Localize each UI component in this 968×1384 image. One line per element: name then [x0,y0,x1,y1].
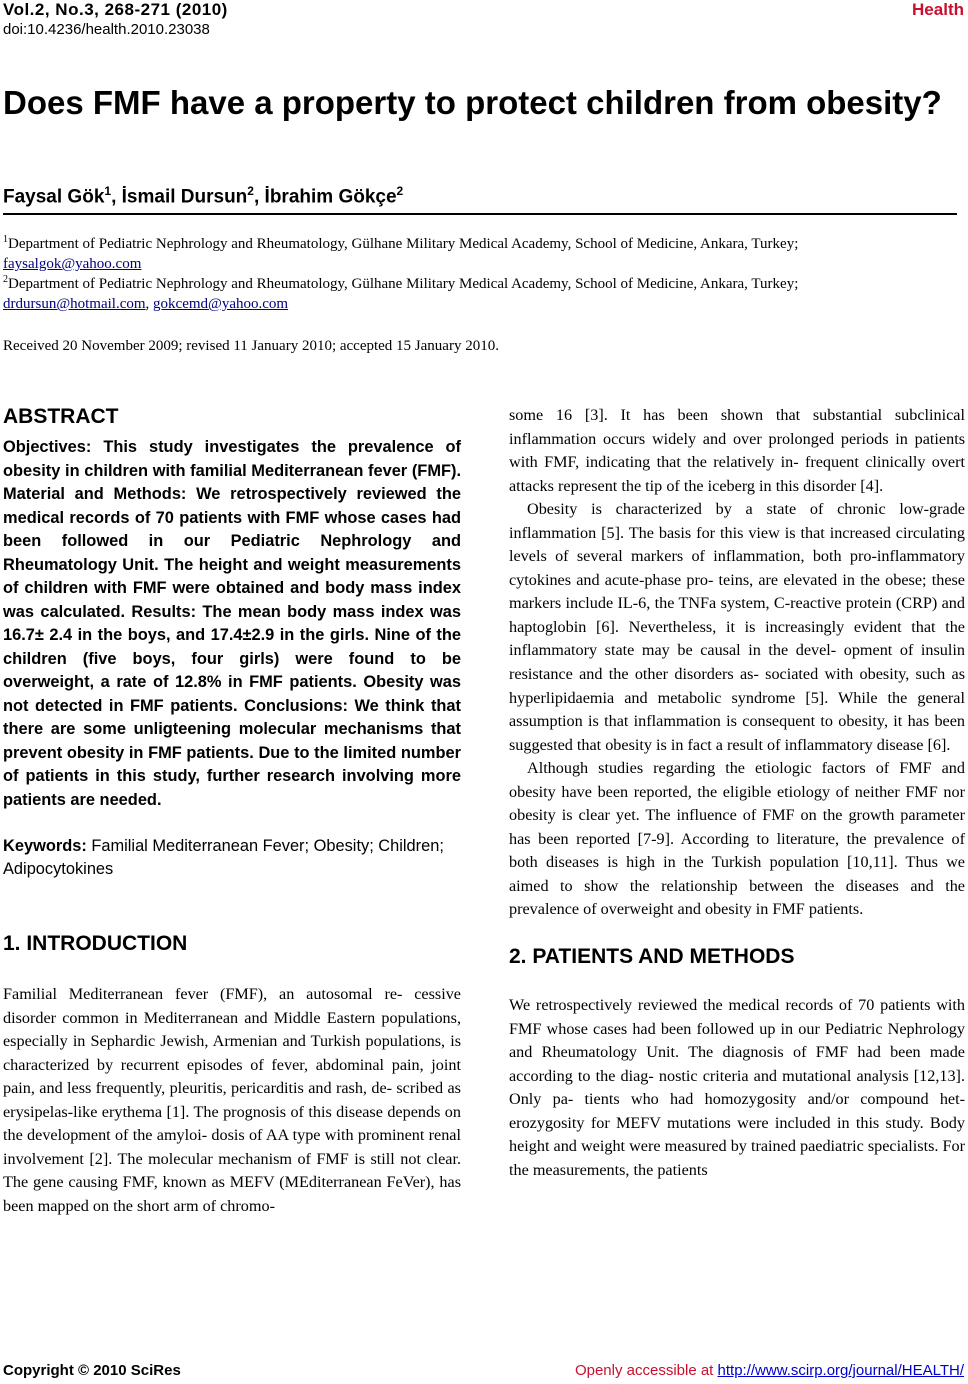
left-column [3,404,461,1218]
keywords [3,835,461,881]
title-divider [3,213,957,215]
email-link[interactable]: gokcemd@yahoo.com [153,296,289,312]
author-list: Faysal Gök$^1$, İsmail Dursun$^2$, İbrahim Gökçe$^2$ [3,184,404,208]
section-heading-introduction: 1. INTRODUCTION [3,932,188,955]
email-link[interactable]: drdursun@hotmail.com [3,296,146,312]
author-name: İsmail Dursun [121,186,248,208]
doi: doi:10.4236/health.2010.23038 [3,21,210,38]
author-sup: 2 [247,184,254,198]
author-name: İbrahim Gökçe [264,186,397,208]
received-dates: Received 20 November 2009; revised 11 January 2010; accepted 15 January 2010. [3,338,499,354]
affiliation [3,230,965,274]
affiliation-text: Department of Pediatric Nephrology and Rheumatology, Gülhane Military Medical Academy, School of Medicine, Ankara, Turkey; [8,236,799,252]
right-column [509,404,965,1182]
affiliation-sup: 2 [3,274,8,285]
open-access-text: Openly accessible at [574,1362,714,1379]
abstract-body: Objectives: This study investigates the prevalence of obesity in children with familial Mediterranean fever (FMF). Material and Methods: We retrospectively reviewed the medical records of 70 patients with FMF whose cases had been followed in our Pediatric Nephrology and Rheumatology Unit. The height and weight measurements of children with FMF were obtained and body mass index was calculated. Results: The mean body mass index was 16.7± 2.4 in the boys, and 17.4±2.9 in the girls. Nine of the children (five boys, four girls) were found to be overweight, a rate of 12.8% in FMF patients. Obesity was not detected in FMF patients. Conclusions: We think that there are some unligteening molecular mechanisms that prevent obesity in FMF patients. Due to the limited number of patients in this study, further research involving more patients are needed. [3,438,461,809]
journal-volume: Vol.2, No.3, 268-271 (2010) [3,0,228,19]
author-sup: 2 [396,184,404,198]
affiliation: $^2$Department of Pediatric Nephrology and Rheumatology, Gülhane Military Medical Academy, School of Medicine, Ankara, Turkey; drdursun@hotmail.com, gokcemd@yahoo.com [3,274,799,312]
open-access-note [575,1362,964,1379]
paper-title: Does FMF have a property to protect children from obesity? [3,84,942,121]
affiliation-sup: 1 [3,234,8,245]
intro-paragraph-3: Although studies regarding the etiologic factors of FMF and obesity have been reported, the eligible etiology of neither FMF nor obesity is clear yet. The influence of FMF on the growth parameter has been reported [7-9]. According to literature, the prevalence of both diseases is high in the Turkish population [10,11]. Thus we aimed to show the relationship between the diseases and the prevalence of overweight and obesity in FMF patients. [509,759,965,919]
methods-paragraph-1: We retrospectively reviewed the medical records of 70 patients with FMF whose cases had been followed up in our Pediatric Nephrology and Rheumatology Unit. The diagnosis of FMF had been made according to the diag- nostic criteria and mutational analysis [12,13]. Only pa- tients who had homozygosity and/or compound het- erozygosity for MEFV mutations were included in this study. Body height and weight were measured by trained paediatric specialists. For the measurements, the patients [509,996,965,1179]
intro-paragraph-1-part-b: some 16 [3]. It has been shown that substantial subclinical inflammation occurs widely and over prolonged periods in patients with FMF, indicating that the relatively in- frequent clinically overt attacks represent the tip of the iceberg in this disorder [4]. [509,406,965,495]
section-heading-methods: 2. PATIENTS AND METHODS [509,945,795,969]
keywords-label: Keywords: [3,837,87,855]
keywords-list: Familial Mediterranean Fever; Obesity; Children; Adipocytokines [3,837,444,878]
copyright: Copyright © 2010 SciRes [3,1362,181,1379]
author-sup: 1 [104,184,112,198]
author-name: Faysal Gök [3,186,105,208]
abstract-heading: ABSTRACT [3,405,119,428]
affiliation-text: Department of Pediatric Nephrology and Rheumatology, Gülhane Military Medical Academy, School of Medicine, Ankara, Turkey; [8,276,799,292]
intro-paragraph-2: Obesity is characterized by a state of chronic low-grade inflammation [5]. The basis for this view is that increased circulating levels of several markers of inflammation, both pro-inflammatory cytokines and acute-phase pro- teins, are elevated in the obese; these markers include IL-6, the TNFa system, C-reactive protein (CRP) and haptoglobin [6]. Nevertheless, it is increasingly evident that the inflammatory state may be causal in the devel- opment of insulin resistance and the other disorders as- sociated with obesity, such as hyperlipidaemia and metabolic syndrome [5]. While the general assumption is that inflammation is consequent to obesity, it has been suggested that obesity is in fact a result of inflammatory disease [6]. [509,500,965,754]
email-link[interactable]: faysalgok@yahoo.com [3,256,142,272]
journal-name: Health [912,0,964,19]
intro-paragraph-1-part-a: Familial Mediterranean fever (FMF), an autosomal re- cessive disorder common in Mediterranean and Middle Eastern populations, especially in Sephardic Jewish, Armenian and Turkish populations, is characterized by recurrent episodes of fever, abdominal pain, joint pain, and less frequently, pleuritis, pericarditis and rash, de- scribed as erysipelas-like erythema [1]. The prognosis of this disease depends on the development of the amyloi- dosis of AA type with prominent renal involvement [2]. The molecular mechanism of FMF is still not clear. The gene causing FMF, known as MEFV (MEditerranean FeVer), has been mapped on the short arm of chromo- [3,985,461,1215]
journal-url-link[interactable]: http://www.scirp.org/journal/HEALTH/ [717,1362,964,1379]
